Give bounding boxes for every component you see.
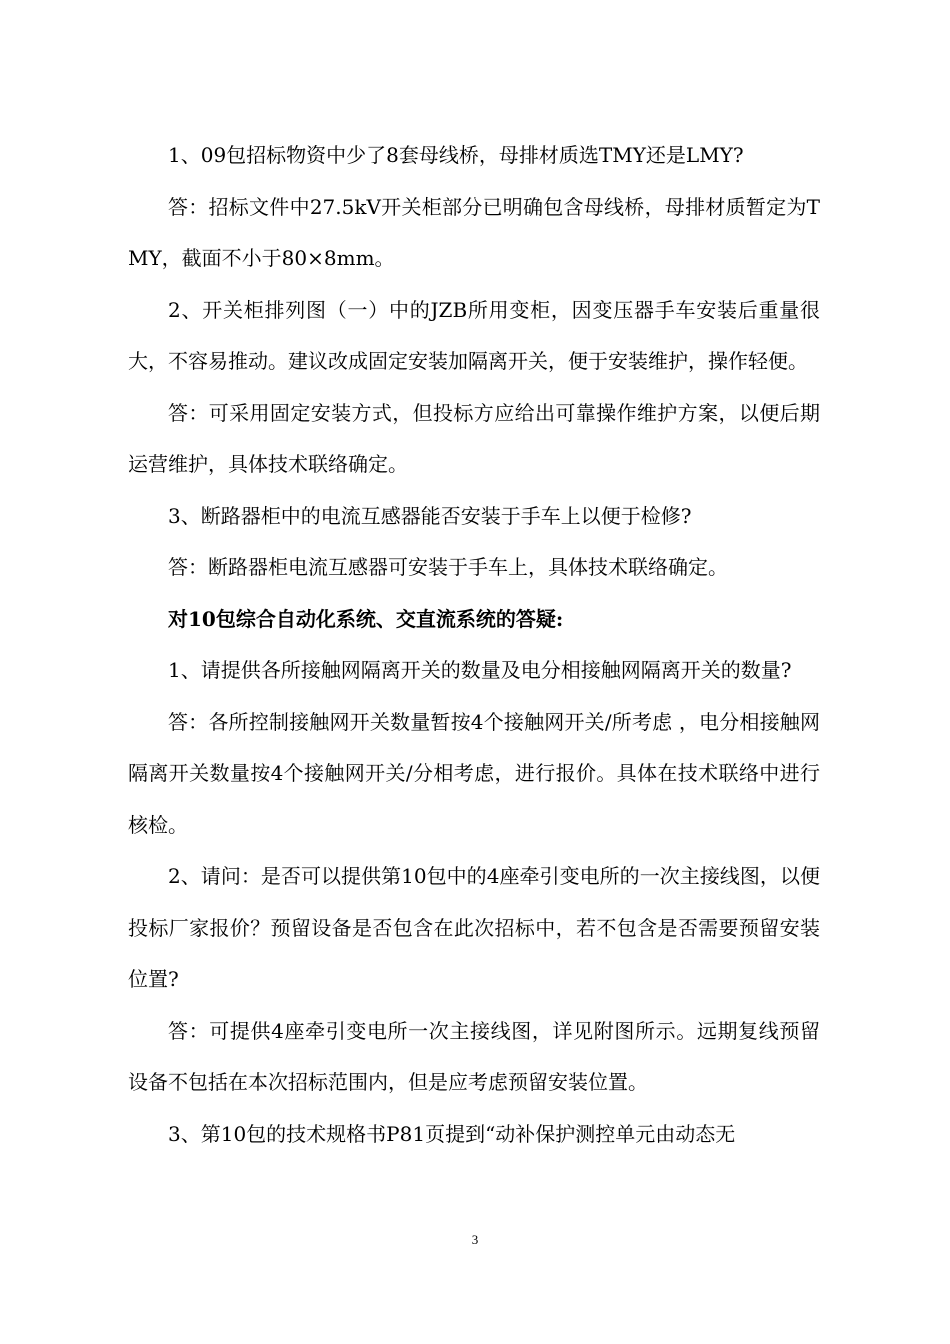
section-question-3-paragraph: 3、第10包的技术规格书P81页提到“动补保护测控单元由动态无 [168,1121,736,1146]
section-heading: 对10包综合自动化系统、交直流系统的答疑: [168,606,564,631]
answer-3-paragraph: 答：断路器柜电流互感器可安装于手车上，具体技术联络确定。 [168,555,728,579]
question-3-paragraph: 3、断路器柜中的电流互感器能否安装于手车上以便于检修? [168,503,692,528]
question-1-paragraph: 1、09包招标物资中少了8套母线桥，母排材质选TMY还是LMY? [168,143,744,167]
document-body [128,130,820,1160]
section-question-2-paragraph: 2、请问：是否可以提供第10包中的4座牵引变电所的一次主接线图，以便投标厂家报价？预留设备是否包含在此次招标中，若不包含是否需要预留安装位置? [128,864,820,991]
page-number: 3 [471,1232,479,1247]
question-2-paragraph: 2、开关柜排列图（一）中的JZB所用变柜，因变压器手车安装后重量很大，不容易推动。建议改成固定安装加隔离开关，便于安装维护，操作轻便。 [128,297,820,373]
section-question-1-paragraph: 1、请提供各所接触网隔离开关的数量及电分相接触网隔离开关的数量? [168,658,792,682]
answer-1-paragraph: 答：招标文件中27.5kV开关柜部分已明确包含母线桥，母排材质暂定为TMY，截面不小于80×8mm。 [128,194,820,270]
answer-2-paragraph: 答：可采用固定安装方式，但投标方应给出可靠操作维护方案，以便后期运营维护，具体技术联络确定。 [128,400,820,476]
section-answer-2-paragraph: 答：可提供4座牵引变电所一次主接线图，详见附图所示。远期复线预留设备不包括在本次招标范围内，但是应考虑预留安装位置。 [128,1018,820,1094]
section-answer-1-paragraph: 答：各所控制接触网开关数量暂按4个接触网开关/所考虑 ，电分相接触网隔离开关数量按4个接触网开关/分相考虑，进行报价。具体在技术联络中进行核检。 [128,709,820,837]
